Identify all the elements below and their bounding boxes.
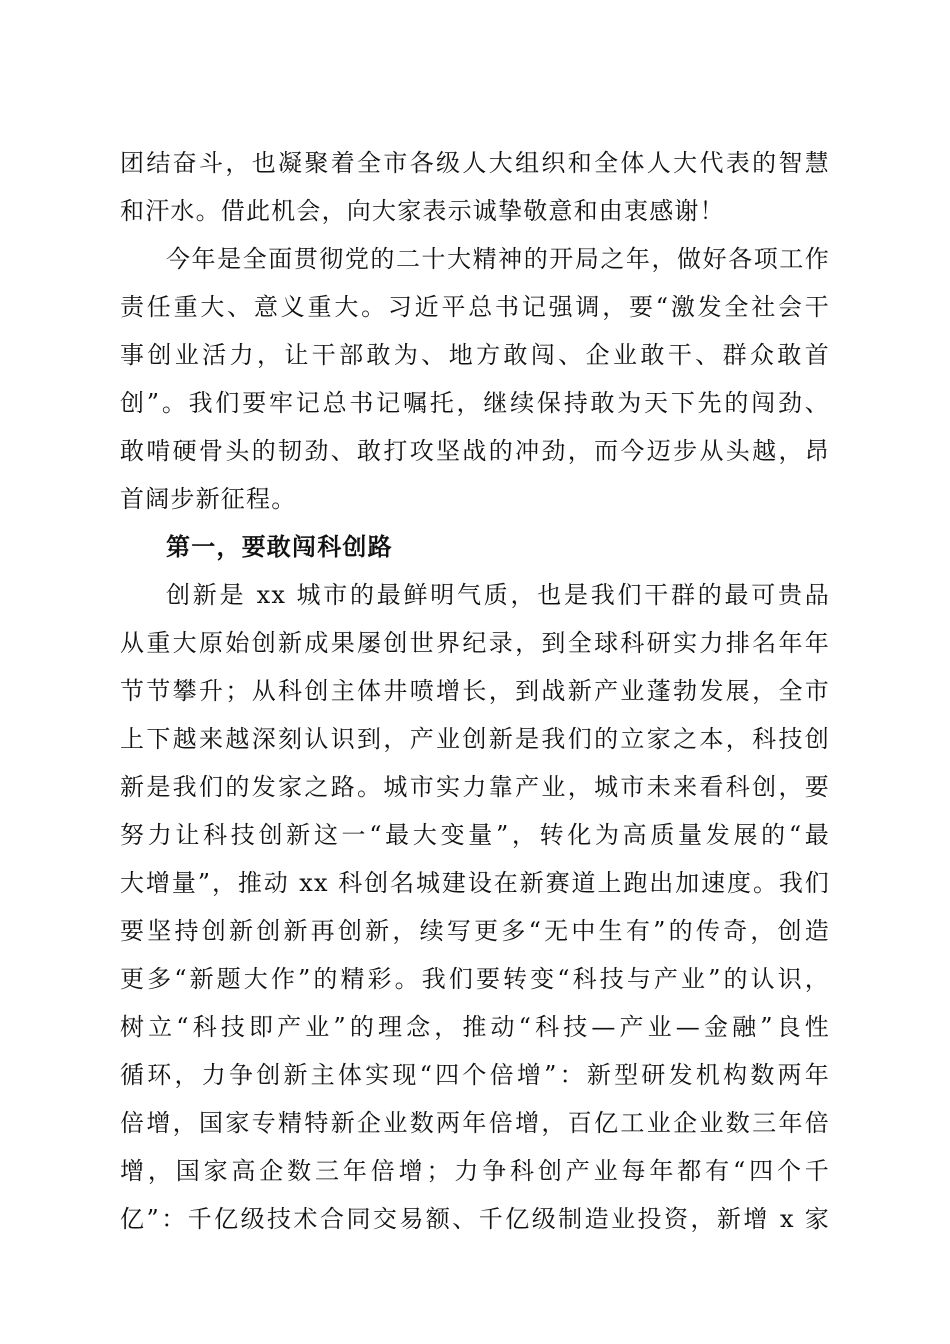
text-line: 事创业活力，让干部敢为、地方敢闯、企业敢干、群众敢首 xyxy=(120,341,830,369)
text-line: 循环，力争创新主体实现“四个倍增”：新型研发机构数两年 xyxy=(120,1061,830,1089)
text-line: 更多“新题大作”的精彩。我们要转变“科技与产业”的认识， xyxy=(120,965,830,993)
text-line: 新是我们的发家之路。城市实力靠产业，城市未来看科创，要 xyxy=(120,773,830,801)
text-line: 和汗水。借此机会，向大家表示诚挚敬意和由衷感谢！ xyxy=(120,197,725,225)
text-line: 责任重大、意义重大。习近平总书记强调，要“激发全社会干 xyxy=(120,293,830,321)
text-line: 团结奋斗，也凝聚着全市各级人大组织和全体人大代表的智慧 xyxy=(120,149,830,177)
text-line: 亿”：千亿级技术合同交易额、千亿级制造业投资，新增 x 家 xyxy=(120,1205,830,1233)
text-line: 大增量”，推动 xx 科创名城建设在新赛道上跑出加速度。我们 xyxy=(120,869,830,897)
text-line: 首阔步新征程。 xyxy=(120,485,297,513)
text-line: 增，国家高企数三年倍增；力争科创产业每年都有“四个千 xyxy=(120,1157,830,1185)
text-line: 敢啃硬骨头的韧劲、敢打攻坚战的冲劲，而今迈步从头越，昂 xyxy=(120,437,830,465)
text-line: 要坚持创新创新再创新，续写更多“无中生有”的传奇，创造 xyxy=(120,917,830,945)
text-line: 今年是全面贯彻党的二十大精神的开局之年，做好各项工作 xyxy=(166,245,830,273)
text-line: 节节攀升；从科创主体井喷增长，到战新产业蓬勃发展，全市 xyxy=(120,677,830,705)
text-line: 创”。我们要牢记总书记嘱托，继续保持敢为天下先的闯劲、 xyxy=(120,389,830,417)
text-line: 上下越来越深刻认识到，产业创新是我们的立家之本，科技创 xyxy=(120,725,830,753)
text-line: 从重大原始创新成果屡创世界纪录，到全球科研实力排名年年 xyxy=(120,629,830,657)
text-line: 树立“科技即产业”的理念，推动“科技—产业—金融”良性 xyxy=(120,1013,830,1041)
text-line: 创新是 xx 城市的最鲜明气质，也是我们干群的最可贵品 xyxy=(166,581,830,609)
text-line: 倍增，国家专精特新企业数两年倍增，百亿工业企业数三年倍 xyxy=(120,1109,830,1137)
section-heading: 第一，要敢闯科创路 xyxy=(166,532,393,561)
text-line: 努力让科技创新这一“最大变量”，转化为高质量发展的“最 xyxy=(120,821,830,849)
